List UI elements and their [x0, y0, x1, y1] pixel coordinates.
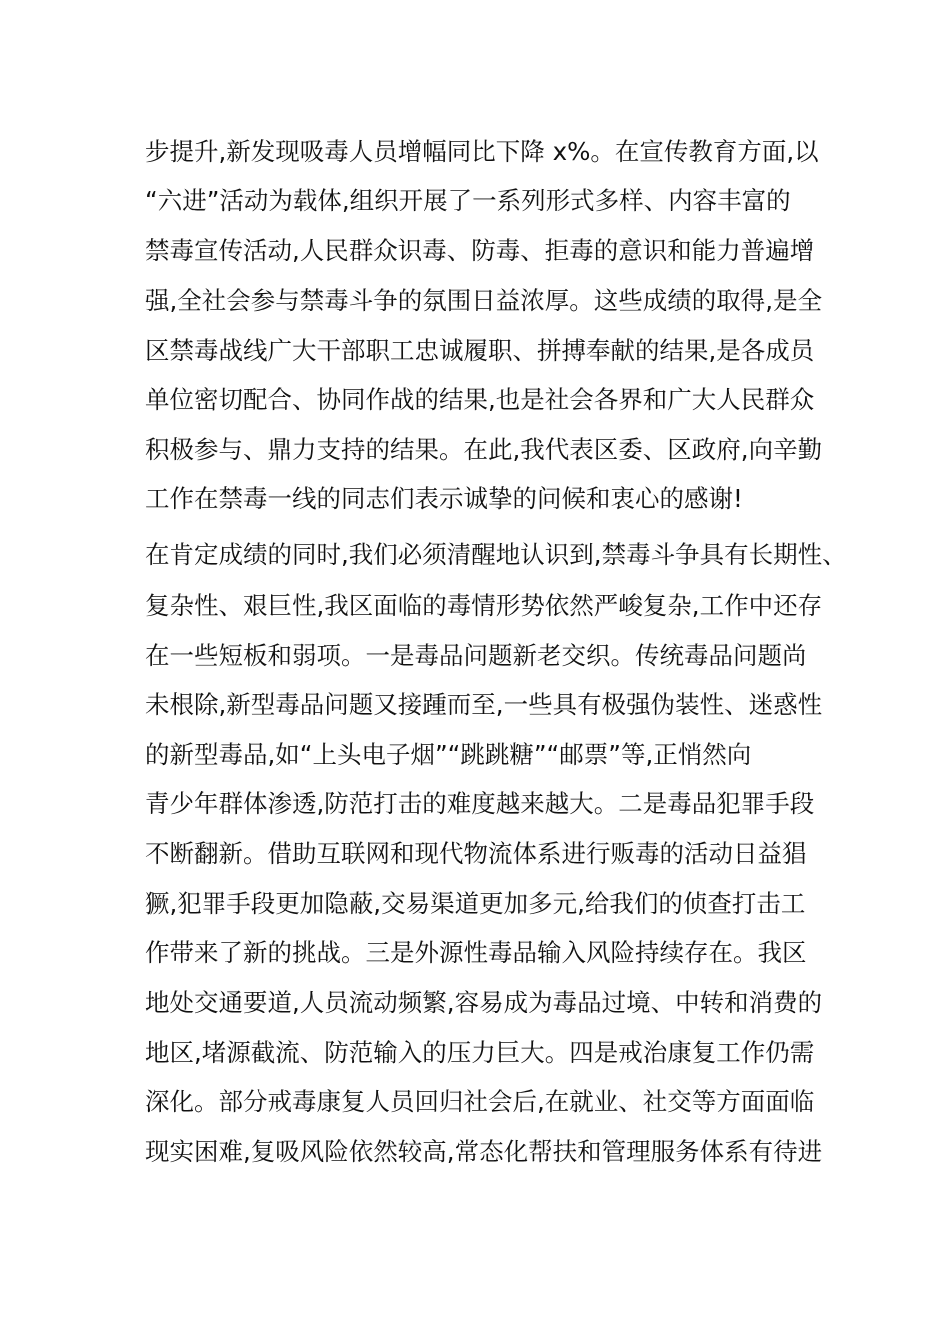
text-line: 禁毒宣传活动,人民群众识毒、防毒、拒毒的意识和能力普遍增 — [145, 236, 815, 265]
text-line: 单位密切配合、协同作战的结果,也是社会各界和广大人民群众 — [145, 385, 815, 414]
text-line: 现实困难,复吸风险依然较高,常态化帮扶和管理服务体系有待进 — [145, 1137, 823, 1166]
text-line: 青少年群体渗透,防范打击的难度越来越大。二是毒品犯罪手段 — [145, 789, 815, 818]
text-line: 在一些短板和弱项。一是毒品问题新老交织。传统毒品问题尚 — [145, 641, 807, 670]
text-line: 的新型毒品,如“上头电子烟”“跳跳糖”“邮票”等,正悄然向 — [145, 740, 752, 769]
text-line: 未根除,新型毒品问题又接踵而至,一些具有极强伪装性、迷惑性 — [145, 690, 823, 719]
text-line: 地处交通要道,人员流动频繁,容易成为毒品过境、中转和消费的 — [145, 988, 823, 1017]
text-line: 工作在禁毒一线的同志们表示诚挚的问候和衷心的感谢! — [145, 484, 743, 513]
text-line: 积极参与、鼎力支持的结果。在此,我代表区委、区政府,向辛勤 — [145, 435, 823, 464]
text-line: 獗,犯罪手段更加隐蔽,交易渠道更加多元,给我们的侦查打击工 — [145, 889, 806, 918]
text-line: “六进”活动为载体,组织开展了一系列形式多样、内容丰富的 — [145, 186, 791, 215]
text-line: 不断翻新。借助互联网和现代物流体系进行贩毒的活动日益猖 — [145, 839, 807, 868]
text-line: 区禁毒战线广大干部职工忠诚履职、拼搏奉献的结果,是各成员 — [145, 336, 815, 365]
text-line: 地区,堵源截流、防范输入的压力巨大。四是戒治康复工作仍需 — [145, 1038, 815, 1067]
text-line: 强,全社会参与禁毒斗争的氛围日益浓厚。这些成绩的取得,是全 — [145, 286, 823, 315]
text-line: 步提升,新发现吸毒人员增幅同比下降 x%。在宣传教育方面,以 — [145, 137, 819, 166]
text-line: 深化。部分戒毒康复人员回归社会后,在就业、社交等方面面临 — [145, 1087, 815, 1116]
text-line: 在肯定成绩的同时,我们必须清醒地认识到,禁毒斗争具有长期性、 — [145, 540, 847, 569]
text-line: 作带来了新的挑战。三是外源性毒品输入风险持续存在。我区 — [145, 938, 807, 967]
text-line: 复杂性、艰巨性,我区面临的毒情形势依然严峻复杂,工作中还存 — [145, 591, 823, 620]
